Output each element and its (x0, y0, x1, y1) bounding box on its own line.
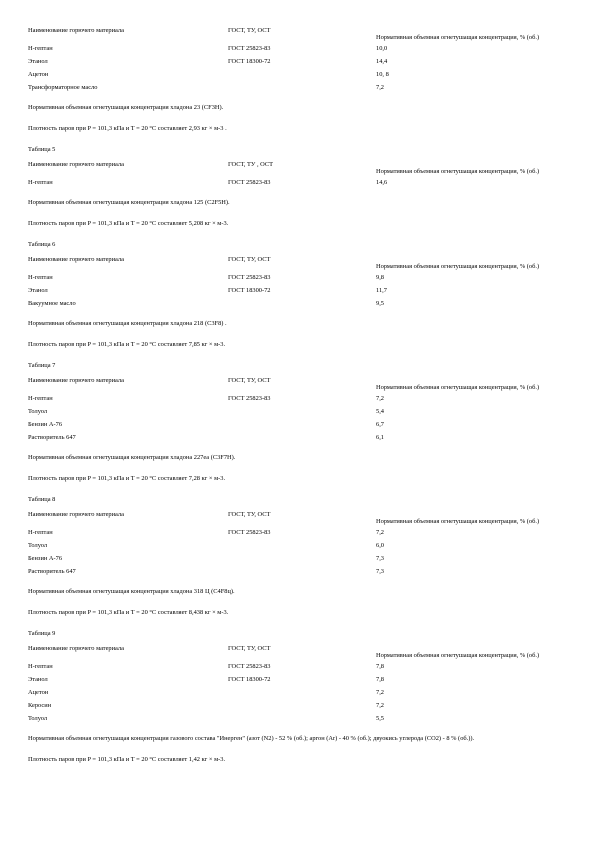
table-header-row (28, 20, 568, 42)
table-caption: Таблица 7 (28, 362, 56, 369)
concentration-note: Нормативная объемная огнетушащая концентрация хладона 23 (CF3H). (28, 104, 224, 111)
material-name: Толуол (28, 408, 48, 415)
concentration-value: 7,3 (376, 568, 384, 575)
material-name: Этанол (28, 287, 48, 294)
norms-table (28, 249, 568, 310)
table-row (28, 81, 568, 94)
table-row (28, 297, 568, 310)
table-header-row (28, 504, 568, 526)
standard-code (228, 431, 376, 444)
table-row (28, 660, 568, 673)
standard-code (228, 297, 376, 310)
concentration-value: 7,8 (376, 663, 384, 670)
material-name: Бензин А-76 (28, 555, 63, 562)
concentration-value: 7,2 (376, 702, 384, 709)
header-standard: ГОСТ, ТУ , ОСТ (228, 161, 274, 169)
standard-code (228, 565, 376, 578)
concentration-value: 14,4 (376, 58, 388, 65)
header-standard: ГОСТ, ТУ, ОСТ (228, 511, 271, 519)
standard-code: ГОСТ 18300-72 (228, 287, 271, 294)
header-concentration: Нормативная объемная огнетушащая концентрация, % (об.) (376, 518, 540, 526)
table-row (28, 176, 568, 189)
material-name: Этанол (28, 58, 48, 65)
concentration-value: 7,2 (376, 689, 384, 696)
table-row (28, 712, 568, 725)
norms-table (28, 504, 568, 578)
header-material: Наименование горючего материала (28, 256, 124, 264)
document-page (28, 20, 568, 777)
table-row (28, 552, 568, 565)
table-row (28, 699, 568, 712)
table-row (28, 526, 568, 539)
table-header-row (28, 370, 568, 392)
standard-code: ГОСТ 18300-72 (228, 58, 271, 65)
concentration-note: Нормативная объемная огнетушащая концентрация газового состава "Инерген" (азот (N2) - 52 % (об.); аргон (Ar) - 40 % (об.); двуокись углерода (CO2) - 8 % (об.)). (28, 735, 475, 742)
table-row (28, 686, 568, 699)
norms-table (28, 370, 568, 444)
standard-code (228, 418, 376, 431)
header-concentration: Нормативная объемная огнетушащая концентрация, % (об.) (376, 34, 540, 42)
material-name: Н-гептан (28, 274, 53, 281)
concentration-value: 11,7 (376, 287, 387, 294)
table-row (28, 418, 568, 431)
material-name: Растворитель 647 (28, 568, 76, 575)
table-row (28, 271, 568, 284)
table-caption: Таблица 9 (28, 630, 56, 637)
concentration-value: 6,7 (376, 421, 384, 428)
material-name: Толуол (28, 542, 48, 549)
header-concentration: Нормативная объемная огнетушащая концентрация, % (об.) (376, 652, 540, 660)
concentration-value: 7,2 (376, 395, 384, 402)
header-material: Наименование горючего материала (28, 27, 124, 35)
norms-table (28, 638, 568, 725)
table-row (28, 284, 568, 297)
standard-code: ГОСТ 25823-83 (228, 529, 271, 536)
standard-code (228, 81, 376, 94)
header-concentration: Нормативная объемная огнетушащая концентрация, % (об.) (376, 168, 540, 176)
header-standard: ГОСТ, ТУ, ОСТ (228, 645, 271, 653)
concentration-note: Нормативная объемная огнетушащая концентрация хладона 218 (C3F8) . (28, 320, 227, 327)
table-row (28, 431, 568, 444)
material-name: Бензин А-76 (28, 421, 63, 428)
table-header-row (28, 638, 568, 660)
header-standard: ГОСТ, ТУ, ОСТ (228, 256, 271, 264)
material-name: Ацетон (28, 71, 49, 78)
table-caption: Таблица 8 (28, 496, 56, 503)
table-row (28, 565, 568, 578)
standard-code (228, 686, 376, 699)
material-name: Н-гептан (28, 179, 53, 186)
concentration-value: 10, 8 (376, 71, 389, 78)
vapor-density-note: Плотность паров при P = 101,3 кПа и T = 20 °C составляет 7,85 кг × м-3. (28, 341, 226, 348)
standard-code: ГОСТ 25823-83 (228, 395, 271, 402)
material-name: Этанол (28, 676, 48, 683)
concentration-value: 7,8 (376, 676, 384, 683)
standard-code: ГОСТ 25823-83 (228, 179, 271, 186)
material-name: Н-гептан (28, 663, 53, 670)
standard-code (228, 699, 376, 712)
vapor-density-note: Плотность паров при P = 101,3 кПа и T = 20 °C составляет 7,28 кг × м-3. (28, 475, 226, 482)
concentration-value: 10,0 (376, 45, 388, 52)
concentration-value: 5,5 (376, 715, 384, 722)
concentration-value: 9,8 (376, 274, 384, 281)
concentration-value: 7,2 (376, 84, 384, 91)
table-row (28, 42, 568, 55)
vapor-density-note: Плотность паров при P = 101,3 кПа и T = 20 °C составляет 2,93 кг × м-3 . (28, 125, 227, 132)
table-row (28, 392, 568, 405)
concentration-value: 14,6 (376, 179, 388, 186)
standard-code: ГОСТ 25823-83 (228, 274, 271, 281)
concentration-value: 6,1 (376, 434, 384, 441)
concentration-value: 9,5 (376, 300, 384, 307)
header-concentration: Нормативная объемная огнетушащая концентрация, % (об.) (376, 263, 540, 271)
table-header-row (28, 249, 568, 271)
concentration-note: Нормативная объемная огнетушащая концентрация хладона 125 (C2F5H). (28, 199, 230, 206)
header-concentration: Нормативная объемная огнетушащая концентрация, % (об.) (376, 384, 540, 392)
standard-code (228, 68, 376, 81)
standard-code (228, 405, 376, 418)
material-name: Ацетон (28, 689, 49, 696)
concentration-value: 7,2 (376, 529, 384, 536)
material-name: Н-гептан (28, 529, 53, 536)
table-row (28, 405, 568, 418)
header-material: Наименование горючего материала (28, 645, 124, 653)
header-material: Наименование горючего материала (28, 511, 124, 519)
vapor-density-note: Плотность паров при P = 101,3 кПа и T = 20 °C составляет 1,42 кг × м-3. (28, 756, 226, 763)
standard-code: ГОСТ 25823-83 (228, 45, 271, 52)
header-material: Наименование горючего материала (28, 377, 124, 385)
concentration-value: 6,0 (376, 542, 384, 549)
norms-table (28, 20, 568, 94)
table-caption: Таблица 5 (28, 146, 56, 153)
material-name: Толуол (28, 715, 48, 722)
vapor-density-note: Плотность паров при P = 101,3 кПа и T = 20 °C составляет 8,438 кг × м-3. (28, 609, 229, 616)
table-row (28, 673, 568, 686)
concentration-value: 7,3 (376, 555, 384, 562)
table-row (28, 55, 568, 68)
material-name: Н-гептан (28, 395, 53, 402)
material-name: Растворитель 647 (28, 434, 76, 441)
concentration-note: Нормативная объемная огнетушащая концентрация хладона 318 Ц (C4F8ц). (28, 588, 235, 595)
material-name: Вакуумное масло (28, 300, 76, 307)
table-caption: Таблица 6 (28, 241, 56, 248)
standard-code (228, 712, 376, 725)
standard-code (228, 552, 376, 565)
header-standard: ГОСТ, ТУ, ОСТ (228, 377, 271, 385)
material-name: Н-гептан (28, 45, 53, 52)
table-row (28, 539, 568, 552)
header-standard: ГОСТ, ТУ, ОСТ (228, 27, 271, 35)
table-row (28, 68, 568, 81)
standard-code: ГОСТ 25823-83 (228, 663, 271, 670)
material-name: Керосин (28, 702, 52, 709)
concentration-value: 5,4 (376, 408, 384, 415)
material-name: Трансформаторное масло (28, 84, 98, 91)
concentration-note: Нормативная объемная огнетушащая концентрация хладона 227еа (C3F7H). (28, 454, 236, 461)
vapor-density-note: Плотность паров при P = 101,3 кПа и T = 20 °C составляет 5,208 кг × м-3. (28, 220, 229, 227)
standard-code (228, 539, 376, 552)
header-material: Наименование горючего материала (28, 161, 124, 169)
table-header-row (28, 154, 568, 176)
standard-code: ГОСТ 18300-72 (228, 676, 271, 683)
norms-table (28, 154, 568, 189)
